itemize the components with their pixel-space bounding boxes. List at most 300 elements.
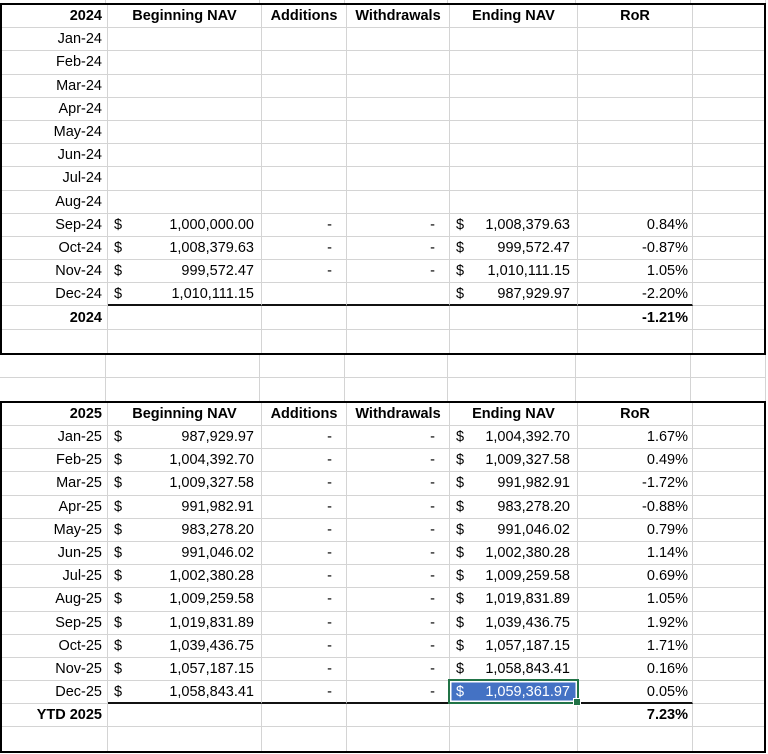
cell-beginning-nav[interactable] bbox=[108, 449, 262, 472]
dollar-sign: $ bbox=[456, 475, 465, 492]
cell-ending-nav[interactable] bbox=[450, 283, 578, 306]
cell-ror[interactable]: 1.71% bbox=[578, 635, 693, 658]
cell-beginning-nav[interactable] bbox=[108, 98, 262, 121]
cell-ending-nav[interactable] bbox=[450, 635, 578, 658]
cell-beginning-nav[interactable] bbox=[108, 612, 262, 635]
cell-ror[interactable]: 0.79% bbox=[578, 519, 693, 542]
cell-ending-nav[interactable] bbox=[450, 519, 578, 542]
cell-month[interactable]: Dec-24 bbox=[2, 283, 108, 306]
amount-value: 1,057,187.15 bbox=[169, 660, 254, 677]
empty-cell[interactable] bbox=[0, 378, 106, 401]
dollar-sign: $ bbox=[456, 216, 465, 233]
cell-withdrawals[interactable]: - bbox=[347, 260, 450, 283]
edge-cell[interactable] bbox=[448, 0, 576, 3]
empty-cell[interactable] bbox=[693, 612, 764, 635]
cell-withdrawals[interactable] bbox=[347, 98, 450, 121]
cell-ending-nav[interactable] bbox=[450, 237, 578, 260]
empty-cell[interactable] bbox=[693, 214, 764, 237]
empty-cell[interactable] bbox=[693, 306, 764, 329]
empty-cell[interactable] bbox=[693, 635, 764, 658]
empty-cell[interactable] bbox=[693, 51, 764, 74]
cell-additions[interactable] bbox=[262, 98, 347, 121]
cell-withdrawals[interactable] bbox=[347, 191, 450, 214]
empty-cell[interactable] bbox=[693, 237, 764, 260]
cell-month[interactable]: Sep-25 bbox=[2, 612, 108, 635]
cell-beginning-nav[interactable] bbox=[108, 635, 262, 658]
dollar-sign: $ bbox=[114, 683, 123, 700]
amount-value: 991,046.02 bbox=[497, 521, 570, 538]
empty-cell[interactable] bbox=[345, 378, 448, 401]
empty-cell[interactable] bbox=[578, 330, 693, 353]
cell-beginning-nav[interactable] bbox=[108, 144, 262, 167]
cell-ending-nav[interactable] bbox=[450, 214, 578, 237]
between-tables-cells bbox=[0, 355, 766, 401]
empty-cell[interactable] bbox=[260, 355, 345, 378]
amount-value: 1,058,843.41 bbox=[169, 683, 254, 700]
dollar-sign: $ bbox=[456, 591, 465, 608]
cell-ror[interactable] bbox=[578, 191, 693, 214]
cell-withdrawals[interactable] bbox=[347, 28, 450, 51]
cell-ending-nav[interactable] bbox=[450, 658, 578, 681]
cell-month[interactable]: Jan-24 bbox=[2, 28, 108, 51]
dollar-sign: $ bbox=[456, 660, 465, 677]
cell-withdrawals[interactable]: - bbox=[347, 496, 450, 519]
cell-beginning-nav[interactable] bbox=[108, 588, 262, 611]
cell-month[interactable]: Sep-24 bbox=[2, 214, 108, 237]
cell-beginning-nav[interactable] bbox=[108, 191, 262, 214]
amount-value: 1,002,380.28 bbox=[169, 568, 254, 585]
fill-handle[interactable] bbox=[573, 698, 581, 706]
edge-cell[interactable] bbox=[345, 0, 448, 3]
cell-ending-nav[interactable] bbox=[450, 681, 578, 704]
amount-value: 1,000,000.00 bbox=[169, 216, 254, 233]
dollar-sign: $ bbox=[114, 498, 123, 515]
dollar-sign: $ bbox=[114, 216, 123, 233]
cell-ending-nav[interactable] bbox=[450, 260, 578, 283]
cell-ending-nav[interactable] bbox=[450, 191, 578, 214]
cell-ror[interactable]: 0.84% bbox=[578, 214, 693, 237]
cell-additions[interactable]: - bbox=[262, 612, 347, 635]
amount-value: 1,009,259.58 bbox=[169, 591, 254, 608]
cell-month[interactable]: Aug-24 bbox=[2, 191, 108, 214]
cell-withdrawals[interactable] bbox=[347, 144, 450, 167]
column-header-additions[interactable]: Additions bbox=[262, 403, 347, 426]
empty-cell[interactable] bbox=[260, 378, 345, 401]
cell-month[interactable]: Feb-24 bbox=[2, 51, 108, 74]
header-spacer-cell[interactable] bbox=[693, 403, 764, 426]
empty-cell[interactable] bbox=[108, 727, 262, 750]
dollar-sign: $ bbox=[114, 660, 123, 677]
dollar-sign: $ bbox=[114, 263, 123, 280]
year-header[interactable]: 2024 bbox=[2, 5, 108, 28]
cell-beginning-nav[interactable] bbox=[108, 28, 262, 51]
cell-withdrawals[interactable]: - bbox=[347, 565, 450, 588]
empty-cell[interactable] bbox=[693, 260, 764, 283]
cell-withdrawals[interactable]: - bbox=[347, 519, 450, 542]
empty-cell[interactable] bbox=[578, 727, 693, 750]
cell-additions[interactable]: - bbox=[262, 214, 347, 237]
cell-beginning-nav[interactable] bbox=[108, 260, 262, 283]
cell-withdrawals[interactable]: - bbox=[347, 635, 450, 658]
cell-ending-nav[interactable] bbox=[450, 496, 578, 519]
amount-value: 1,039,436.75 bbox=[485, 614, 570, 631]
dollar-sign: $ bbox=[456, 521, 465, 538]
cell-additions[interactable] bbox=[262, 121, 347, 144]
empty-cell[interactable] bbox=[693, 191, 764, 214]
dollar-sign: $ bbox=[114, 475, 123, 492]
empty-cell[interactable] bbox=[693, 496, 764, 519]
cell-additions[interactable]: - bbox=[262, 472, 347, 495]
amount-value: 1,019,831.89 bbox=[485, 591, 570, 608]
empty-cell[interactable] bbox=[347, 727, 450, 750]
empty-cell[interactable] bbox=[693, 167, 764, 190]
empty-cell[interactable] bbox=[693, 681, 764, 704]
empty-cell[interactable] bbox=[693, 519, 764, 542]
edge-cell[interactable] bbox=[260, 0, 345, 3]
cell-ror[interactable]: 1.05% bbox=[578, 588, 693, 611]
cell-withdrawals[interactable]: - bbox=[347, 658, 450, 681]
empty-cell[interactable] bbox=[448, 378, 576, 401]
cell-month[interactable]: Feb-25 bbox=[2, 449, 108, 472]
amount-value: 1,004,392.70 bbox=[169, 452, 254, 469]
cell-month[interactable]: Jan-25 bbox=[2, 426, 108, 449]
cell-withdrawals[interactable]: - bbox=[347, 449, 450, 472]
empty-cell[interactable] bbox=[693, 565, 764, 588]
empty-cell[interactable] bbox=[262, 704, 347, 727]
cell-additions[interactable]: - bbox=[262, 588, 347, 611]
cell-month[interactable]: Oct-24 bbox=[2, 237, 108, 260]
cell-ror[interactable]: 1.92% bbox=[578, 612, 693, 635]
column-header-ror[interactable]: RoR bbox=[578, 403, 693, 426]
cell-beginning-nav[interactable] bbox=[108, 658, 262, 681]
edge-cell[interactable] bbox=[691, 0, 766, 3]
cell-beginning-nav[interactable] bbox=[108, 75, 262, 98]
amount-value: 1,002,380.28 bbox=[485, 545, 570, 562]
edge-cell[interactable] bbox=[0, 0, 106, 3]
cell-ending-nav[interactable] bbox=[450, 565, 578, 588]
cell-ending-nav[interactable] bbox=[450, 98, 578, 121]
empty-cell[interactable] bbox=[693, 144, 764, 167]
cell-ror[interactable] bbox=[578, 75, 693, 98]
empty-cell[interactable] bbox=[693, 121, 764, 144]
cell-withdrawals[interactable]: - bbox=[347, 472, 450, 495]
empty-cell[interactable] bbox=[262, 330, 347, 353]
dollar-sign: $ bbox=[456, 452, 465, 469]
cell-withdrawals[interactable]: - bbox=[347, 681, 450, 704]
cell-beginning-nav[interactable] bbox=[108, 121, 262, 144]
amount-value: 1,009,327.58 bbox=[169, 475, 254, 492]
cell-ending-nav[interactable] bbox=[450, 542, 578, 565]
cell-ror[interactable]: -0.87% bbox=[578, 237, 693, 260]
cell-ror[interactable]: 1.14% bbox=[578, 542, 693, 565]
cell-withdrawals[interactable] bbox=[347, 121, 450, 144]
empty-cell[interactable] bbox=[693, 727, 764, 750]
dollar-sign: $ bbox=[114, 239, 123, 256]
cell-month[interactable]: Dec-25 bbox=[2, 681, 108, 704]
cell-ending-nav[interactable] bbox=[450, 588, 578, 611]
cell-ror[interactable] bbox=[578, 121, 693, 144]
dollar-sign: $ bbox=[456, 637, 465, 654]
dollar-sign: $ bbox=[456, 429, 465, 446]
cell-month[interactable]: Mar-25 bbox=[2, 472, 108, 495]
cell-month[interactable]: Nov-25 bbox=[2, 658, 108, 681]
dollar-sign: $ bbox=[456, 285, 465, 302]
amount-value: 1,004,392.70 bbox=[485, 429, 570, 446]
empty-cell[interactable] bbox=[108, 330, 262, 353]
empty-cell[interactable] bbox=[693, 542, 764, 565]
cell-ror[interactable]: -2.20% bbox=[578, 283, 693, 306]
dollar-sign: $ bbox=[456, 498, 465, 515]
total-row-label[interactable]: 2024 bbox=[2, 306, 108, 329]
amount-value: 1,008,379.63 bbox=[169, 239, 254, 256]
cell-ending-nav[interactable] bbox=[450, 472, 578, 495]
empty-cell[interactable] bbox=[106, 355, 260, 378]
cell-additions[interactable]: - bbox=[262, 542, 347, 565]
amount-value: 983,278.20 bbox=[181, 521, 254, 538]
cell-ending-nav[interactable] bbox=[450, 612, 578, 635]
empty-cell[interactable] bbox=[693, 98, 764, 121]
amount-value: 1,009,327.58 bbox=[485, 452, 570, 469]
empty-cell[interactable] bbox=[106, 378, 260, 401]
empty-cell[interactable] bbox=[576, 378, 691, 401]
cell-additions[interactable] bbox=[262, 191, 347, 214]
cell-month[interactable]: Mar-24 bbox=[2, 75, 108, 98]
empty-cell[interactable] bbox=[693, 704, 764, 727]
amount-value: 987,929.97 bbox=[181, 429, 254, 446]
column-header-beginning-nav[interactable]: Beginning NAV bbox=[108, 5, 262, 28]
cell-withdrawals[interactable] bbox=[347, 283, 450, 306]
cell-month[interactable]: Jul-25 bbox=[2, 565, 108, 588]
empty-cell[interactable] bbox=[345, 355, 448, 378]
column-header-ending-nav[interactable]: Ending NAV bbox=[450, 403, 578, 426]
cell-additions[interactable]: - bbox=[262, 519, 347, 542]
cell-withdrawals[interactable] bbox=[347, 167, 450, 190]
cell-withdrawals[interactable] bbox=[347, 75, 450, 98]
empty-cell[interactable] bbox=[262, 727, 347, 750]
nav-table-2024 bbox=[0, 3, 766, 355]
cell-withdrawals[interactable]: - bbox=[347, 237, 450, 260]
cell-ending-nav[interactable] bbox=[450, 449, 578, 472]
cell-month[interactable]: May-25 bbox=[2, 519, 108, 542]
empty-cell[interactable] bbox=[450, 727, 578, 750]
cell-ror[interactable] bbox=[578, 51, 693, 74]
cell-additions[interactable]: - bbox=[262, 449, 347, 472]
total-ror-value[interactable]: -1.21% bbox=[578, 306, 693, 329]
empty-cell[interactable] bbox=[693, 283, 764, 306]
cell-additions[interactable]: - bbox=[262, 681, 347, 704]
empty-cell[interactable] bbox=[2, 727, 108, 750]
amount-value: 1,008,379.63 bbox=[485, 216, 570, 233]
empty-cell[interactable] bbox=[347, 330, 450, 353]
cell-additions[interactable]: - bbox=[262, 260, 347, 283]
dollar-sign: $ bbox=[114, 637, 123, 654]
empty-cell[interactable] bbox=[347, 704, 450, 727]
amount-value: 999,572.47 bbox=[181, 263, 254, 280]
cell-beginning-nav[interactable] bbox=[108, 237, 262, 260]
amount-value: 1,059,361.97 bbox=[485, 683, 570, 700]
cell-withdrawals[interactable]: - bbox=[347, 542, 450, 565]
empty-cell[interactable] bbox=[0, 355, 106, 378]
cell-ror[interactable] bbox=[578, 98, 693, 121]
empty-cell[interactable] bbox=[693, 472, 764, 495]
dollar-sign: $ bbox=[114, 545, 123, 562]
amount-value: 991,982.91 bbox=[181, 498, 254, 515]
cell-beginning-nav[interactable] bbox=[108, 214, 262, 237]
cell-ror[interactable] bbox=[578, 167, 693, 190]
empty-cell[interactable] bbox=[108, 306, 262, 329]
cell-additions[interactable] bbox=[262, 28, 347, 51]
cell-ending-nav[interactable] bbox=[450, 426, 578, 449]
cell-month[interactable]: Aug-25 bbox=[2, 588, 108, 611]
dollar-sign: $ bbox=[456, 614, 465, 631]
empty-cell[interactable] bbox=[450, 306, 578, 329]
cell-beginning-nav[interactable] bbox=[108, 283, 262, 306]
cell-beginning-nav[interactable] bbox=[108, 167, 262, 190]
empty-cell[interactable] bbox=[693, 449, 764, 472]
cell-additions[interactable]: - bbox=[262, 496, 347, 519]
column-header-ending-nav[interactable]: Ending NAV bbox=[450, 5, 578, 28]
cell-ror[interactable]: 0.69% bbox=[578, 565, 693, 588]
header-spacer-cell[interactable] bbox=[693, 5, 764, 28]
cell-withdrawals[interactable]: - bbox=[347, 214, 450, 237]
cell-month[interactable]: Jun-24 bbox=[2, 144, 108, 167]
total-row-label[interactable]: YTD 2025 bbox=[2, 704, 108, 727]
cell-additions[interactable] bbox=[262, 75, 347, 98]
empty-cell[interactable] bbox=[576, 355, 691, 378]
cell-month[interactable]: Apr-25 bbox=[2, 496, 108, 519]
cell-ror[interactable]: 0.49% bbox=[578, 449, 693, 472]
empty-cell[interactable] bbox=[347, 306, 450, 329]
empty-cell[interactable] bbox=[693, 426, 764, 449]
cell-beginning-nav[interactable] bbox=[108, 51, 262, 74]
dollar-sign: $ bbox=[114, 429, 123, 446]
empty-cell[interactable] bbox=[691, 355, 766, 378]
cell-additions[interactable] bbox=[262, 144, 347, 167]
cell-additions[interactable]: - bbox=[262, 635, 347, 658]
cell-ending-nav[interactable] bbox=[450, 121, 578, 144]
empty-cell[interactable] bbox=[450, 330, 578, 353]
edge-cell[interactable] bbox=[106, 0, 260, 3]
column-header-withdrawals[interactable]: Withdrawals bbox=[347, 403, 450, 426]
cell-ror[interactable]: 0.16% bbox=[578, 658, 693, 681]
cell-ror[interactable] bbox=[578, 28, 693, 51]
dollar-sign: $ bbox=[456, 568, 465, 585]
cell-beginning-nav[interactable] bbox=[108, 519, 262, 542]
amount-value: 1,057,187.15 bbox=[485, 637, 570, 654]
cell-month[interactable]: Nov-24 bbox=[2, 260, 108, 283]
amount-value: 1,010,111.15 bbox=[487, 263, 570, 280]
cell-additions[interactable]: - bbox=[262, 426, 347, 449]
amount-value: 991,046.02 bbox=[181, 545, 254, 562]
empty-cell[interactable] bbox=[448, 355, 576, 378]
cell-month[interactable]: Oct-25 bbox=[2, 635, 108, 658]
cell-withdrawals[interactable] bbox=[347, 51, 450, 74]
empty-cell[interactable] bbox=[693, 330, 764, 353]
cell-beginning-nav[interactable] bbox=[108, 472, 262, 495]
empty-cell[interactable] bbox=[693, 75, 764, 98]
cell-ror[interactable]: -0.88% bbox=[578, 496, 693, 519]
empty-cell[interactable] bbox=[2, 330, 108, 353]
cell-additions[interactable]: - bbox=[262, 565, 347, 588]
amount-value: 987,929.97 bbox=[497, 285, 570, 302]
dollar-sign: $ bbox=[456, 239, 465, 256]
cell-ror[interactable]: 1.67% bbox=[578, 426, 693, 449]
cell-additions[interactable] bbox=[262, 283, 347, 306]
cell-beginning-nav[interactable] bbox=[108, 542, 262, 565]
cell-withdrawals[interactable]: - bbox=[347, 612, 450, 635]
dollar-sign: $ bbox=[456, 545, 465, 562]
cell-ror[interactable]: 0.05% bbox=[578, 681, 693, 704]
cell-additions[interactable] bbox=[262, 167, 347, 190]
cell-beginning-nav[interactable] bbox=[108, 426, 262, 449]
column-header-beginning-nav[interactable]: Beginning NAV bbox=[108, 403, 262, 426]
cell-month[interactable]: Jun-25 bbox=[2, 542, 108, 565]
column-header-withdrawals[interactable]: Withdrawals bbox=[347, 5, 450, 28]
year-header[interactable]: 2025 bbox=[2, 403, 108, 426]
dollar-sign: $ bbox=[114, 591, 123, 608]
empty-cell[interactable] bbox=[450, 704, 578, 727]
amount-value: 1,058,843.41 bbox=[485, 660, 570, 677]
dollar-sign: $ bbox=[114, 452, 123, 469]
nav-table-2025 bbox=[0, 401, 766, 753]
cell-ror[interactable]: 1.05% bbox=[578, 260, 693, 283]
empty-cell[interactable] bbox=[691, 378, 766, 401]
cell-ror[interactable] bbox=[578, 144, 693, 167]
cell-beginning-nav[interactable] bbox=[108, 496, 262, 519]
amount-value: 1,009,259.58 bbox=[485, 568, 570, 585]
column-header-ror[interactable]: RoR bbox=[578, 5, 693, 28]
cell-additions[interactable]: - bbox=[262, 658, 347, 681]
cell-beginning-nav[interactable] bbox=[108, 565, 262, 588]
amount-value: 983,278.20 bbox=[497, 498, 570, 515]
total-ror-value[interactable]: 7.23% bbox=[578, 704, 693, 727]
cell-ending-nav[interactable] bbox=[450, 75, 578, 98]
empty-cell[interactable] bbox=[108, 704, 262, 727]
cell-month[interactable]: Apr-24 bbox=[2, 98, 108, 121]
cell-withdrawals[interactable]: - bbox=[347, 426, 450, 449]
amount-value: 1,010,111.15 bbox=[171, 285, 254, 302]
edge-cell[interactable] bbox=[576, 0, 691, 3]
cell-withdrawals[interactable]: - bbox=[347, 588, 450, 611]
dollar-sign: $ bbox=[114, 521, 123, 538]
cell-ending-nav[interactable] bbox=[450, 51, 578, 74]
empty-cell[interactable] bbox=[693, 658, 764, 681]
dollar-sign: $ bbox=[456, 683, 465, 700]
cell-ending-nav[interactable] bbox=[450, 144, 578, 167]
cell-ending-nav[interactable] bbox=[450, 167, 578, 190]
cell-ending-nav[interactable] bbox=[450, 28, 578, 51]
amount-value: 999,572.47 bbox=[497, 239, 570, 256]
dollar-sign: $ bbox=[456, 263, 465, 280]
cell-month[interactable]: Jul-24 bbox=[2, 167, 108, 190]
amount-value: 1,019,831.89 bbox=[169, 614, 254, 631]
column-header-additions[interactable]: Additions bbox=[262, 5, 347, 28]
dollar-sign: $ bbox=[114, 285, 123, 302]
cell-beginning-nav[interactable] bbox=[108, 681, 262, 704]
amount-value: 1,039,436.75 bbox=[169, 637, 254, 654]
empty-cell[interactable] bbox=[693, 28, 764, 51]
empty-cell[interactable] bbox=[262, 306, 347, 329]
dollar-sign: $ bbox=[114, 568, 123, 585]
empty-cell[interactable] bbox=[693, 588, 764, 611]
cell-additions[interactable]: - bbox=[262, 237, 347, 260]
cell-additions[interactable] bbox=[262, 51, 347, 74]
cell-month[interactable]: May-24 bbox=[2, 121, 108, 144]
amount-value: 991,982.91 bbox=[497, 475, 570, 492]
cell-ror[interactable]: -1.72% bbox=[578, 472, 693, 495]
top-gridline-strip bbox=[0, 0, 766, 3]
dollar-sign: $ bbox=[114, 614, 123, 631]
